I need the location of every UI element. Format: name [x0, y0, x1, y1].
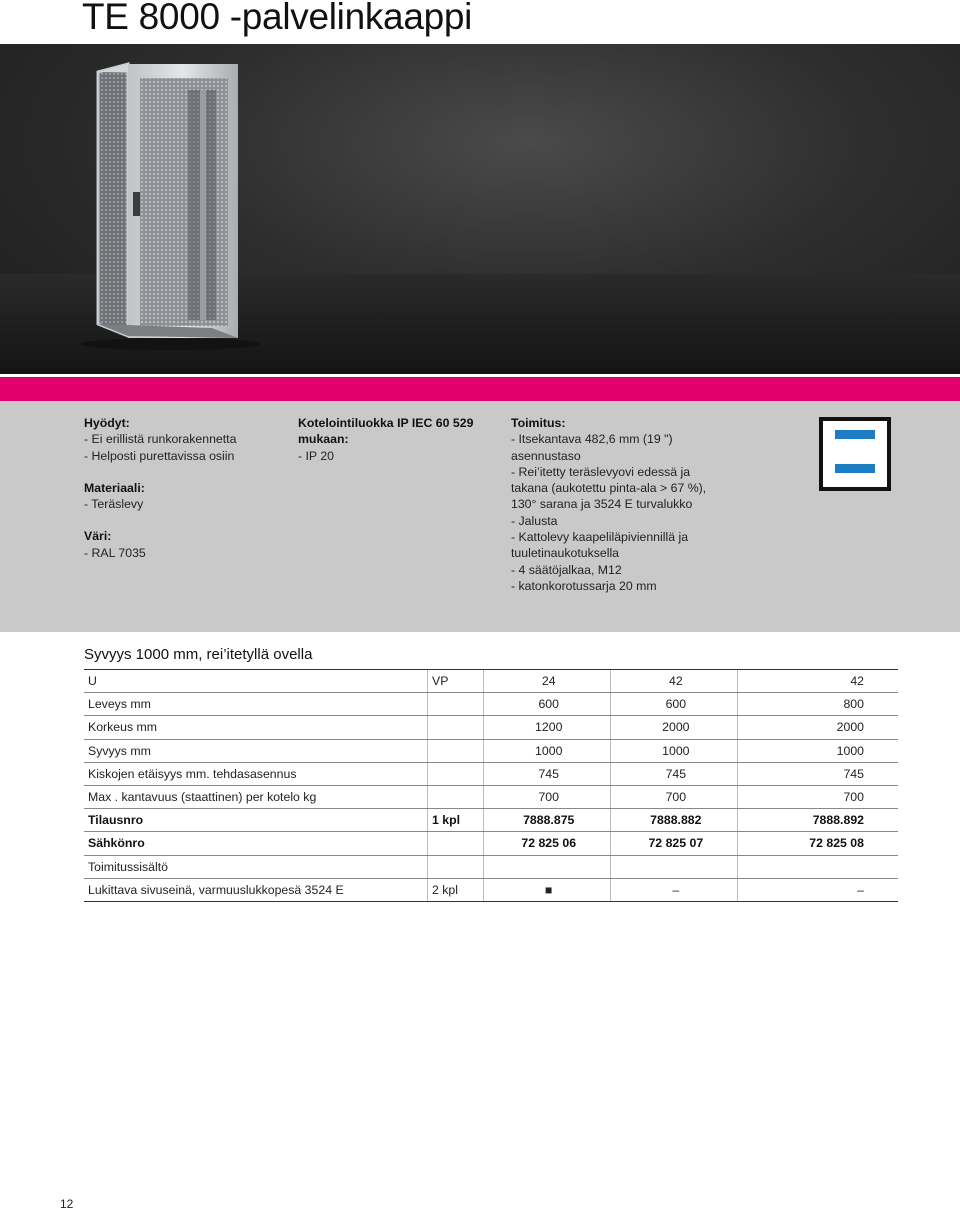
table-cell [428, 855, 484, 878]
icon-bar-bottom [835, 464, 875, 473]
page-title: TE 8000 -palvelinkaappi [82, 0, 473, 37]
protection-heading: Kotelointiluokka IP IEC 60 529 [298, 416, 474, 430]
table-row [84, 785, 898, 808]
table-cell [428, 785, 484, 808]
material-heading: Materiaali: [84, 480, 145, 495]
table-cell: 72 825 06 [483, 832, 610, 855]
product-photo [0, 44, 960, 374]
table-cell [428, 693, 484, 716]
table-cell: – [610, 878, 737, 901]
table-cell: Kiskojen etäisyys mm. tehdasasennus [84, 762, 428, 785]
table-cell: 2000 [737, 716, 898, 739]
delivery-line: tuuletinaukotuksella [511, 546, 620, 561]
table-cell: 7888.875 [483, 809, 610, 832]
table-cell: 2000 [610, 716, 737, 739]
table-cell: 7888.882 [610, 809, 737, 832]
page-number: 12 [60, 1197, 74, 1211]
table-cell: Lukittava sivuseinä, varmuuslukkopesä 3524 E [84, 878, 428, 901]
table-cell: Toimitussisältö [84, 855, 428, 878]
table-cell: 600 [483, 693, 610, 716]
table-cell: 800 [737, 693, 898, 716]
delivery-column [511, 415, 741, 594]
table-cell: 1000 [610, 739, 737, 762]
table-cell: 745 [483, 762, 610, 785]
delivery-line: asennustaso [511, 448, 581, 463]
table-cell: 24 [483, 670, 610, 693]
table-cell: 700 [737, 785, 898, 808]
delivery-line: - Jalusta [511, 513, 558, 528]
spec-table [84, 669, 898, 902]
table-cell: 700 [483, 785, 610, 808]
table-cell [428, 762, 484, 785]
info-panel [0, 401, 960, 632]
table-cell: Korkeus mm [84, 716, 428, 739]
section-title: Syvyys 1000 mm, rei’itetyllä ovella [84, 646, 313, 663]
product-group-icon [819, 417, 891, 491]
table-row [84, 855, 898, 878]
table-cell [483, 855, 610, 878]
table-cell: Max . kantavuus (staattinen) per kotelo kg [84, 785, 428, 808]
table-cell: 72 825 08 [737, 832, 898, 855]
accent-bar [0, 377, 960, 401]
color-heading: Väri: [84, 529, 112, 544]
table-cell [428, 716, 484, 739]
table-cell: 42 [737, 670, 898, 693]
benefits-heading: Hyödyt: [84, 416, 130, 430]
table-cell: VP [428, 670, 484, 693]
table-cell: 1200 [483, 716, 610, 739]
table-row [84, 716, 898, 739]
table-cell [610, 855, 737, 878]
table-cell [737, 855, 898, 878]
delivery-line: - katonkorotussarja 20 mm [511, 578, 657, 593]
delivery-line: - 4 säätöjalkaa, M12 [511, 562, 622, 577]
protection-line: - IP 20 [298, 448, 335, 463]
table-cell: Tilausnro [84, 809, 428, 832]
table-cell: 1 kpl [428, 809, 484, 832]
delivery-line: 130° sarana ja 3524 E turvalukko [511, 497, 693, 512]
delivery-line: - Rei’itetty teräslevyovi edessä ja [511, 464, 691, 479]
table-cell: 7888.892 [737, 809, 898, 832]
table-cell: 745 [737, 762, 898, 785]
table-cell: 700 [610, 785, 737, 808]
table-cell: 1000 [483, 739, 610, 762]
table-cell: Syvyys mm [84, 739, 428, 762]
table-row [84, 762, 898, 785]
table-row [84, 693, 898, 716]
delivery-heading: Toimitus: [511, 416, 566, 430]
delivery-line: - Itsekantava 482,6 mm (19 ") [511, 432, 673, 447]
table-row [84, 878, 898, 901]
table-cell: 745 [610, 762, 737, 785]
included-marker-icon: ■ [483, 878, 610, 901]
server-cabinet-illustration [0, 44, 960, 374]
icon-bar-top [835, 430, 875, 439]
protection-heading-cont: mukaan: [298, 432, 349, 447]
benefit-line: - Helposti purettavissa osiin [84, 448, 235, 463]
benefits-column [84, 415, 284, 561]
color-line: - RAL 7035 [84, 545, 146, 560]
table-cell: 600 [610, 693, 737, 716]
table-cell: – [737, 878, 898, 901]
benefit-line: - Ei erillistä runkorakennetta [84, 432, 237, 447]
table-cell [428, 739, 484, 762]
table-cell: 72 825 07 [610, 832, 737, 855]
table-cell: Sähkönro [84, 832, 428, 855]
table-row [84, 832, 898, 855]
table-row [84, 670, 898, 693]
table-cell: U [84, 670, 428, 693]
table-cell: Leveys mm [84, 693, 428, 716]
table-cell: 1000 [737, 739, 898, 762]
material-line: - Teräslevy [84, 497, 144, 512]
table-cell [428, 832, 484, 855]
table-cell: 2 kpl [428, 878, 484, 901]
table-cell: 42 [610, 670, 737, 693]
table-row [84, 809, 898, 832]
delivery-line: takana (aukotettu pinta-ala > 67 %), [511, 481, 707, 496]
table-row [84, 739, 898, 762]
protection-column [298, 415, 498, 464]
delivery-line: - Kattolevy kaapeliläpiviennillä ja [511, 530, 689, 545]
